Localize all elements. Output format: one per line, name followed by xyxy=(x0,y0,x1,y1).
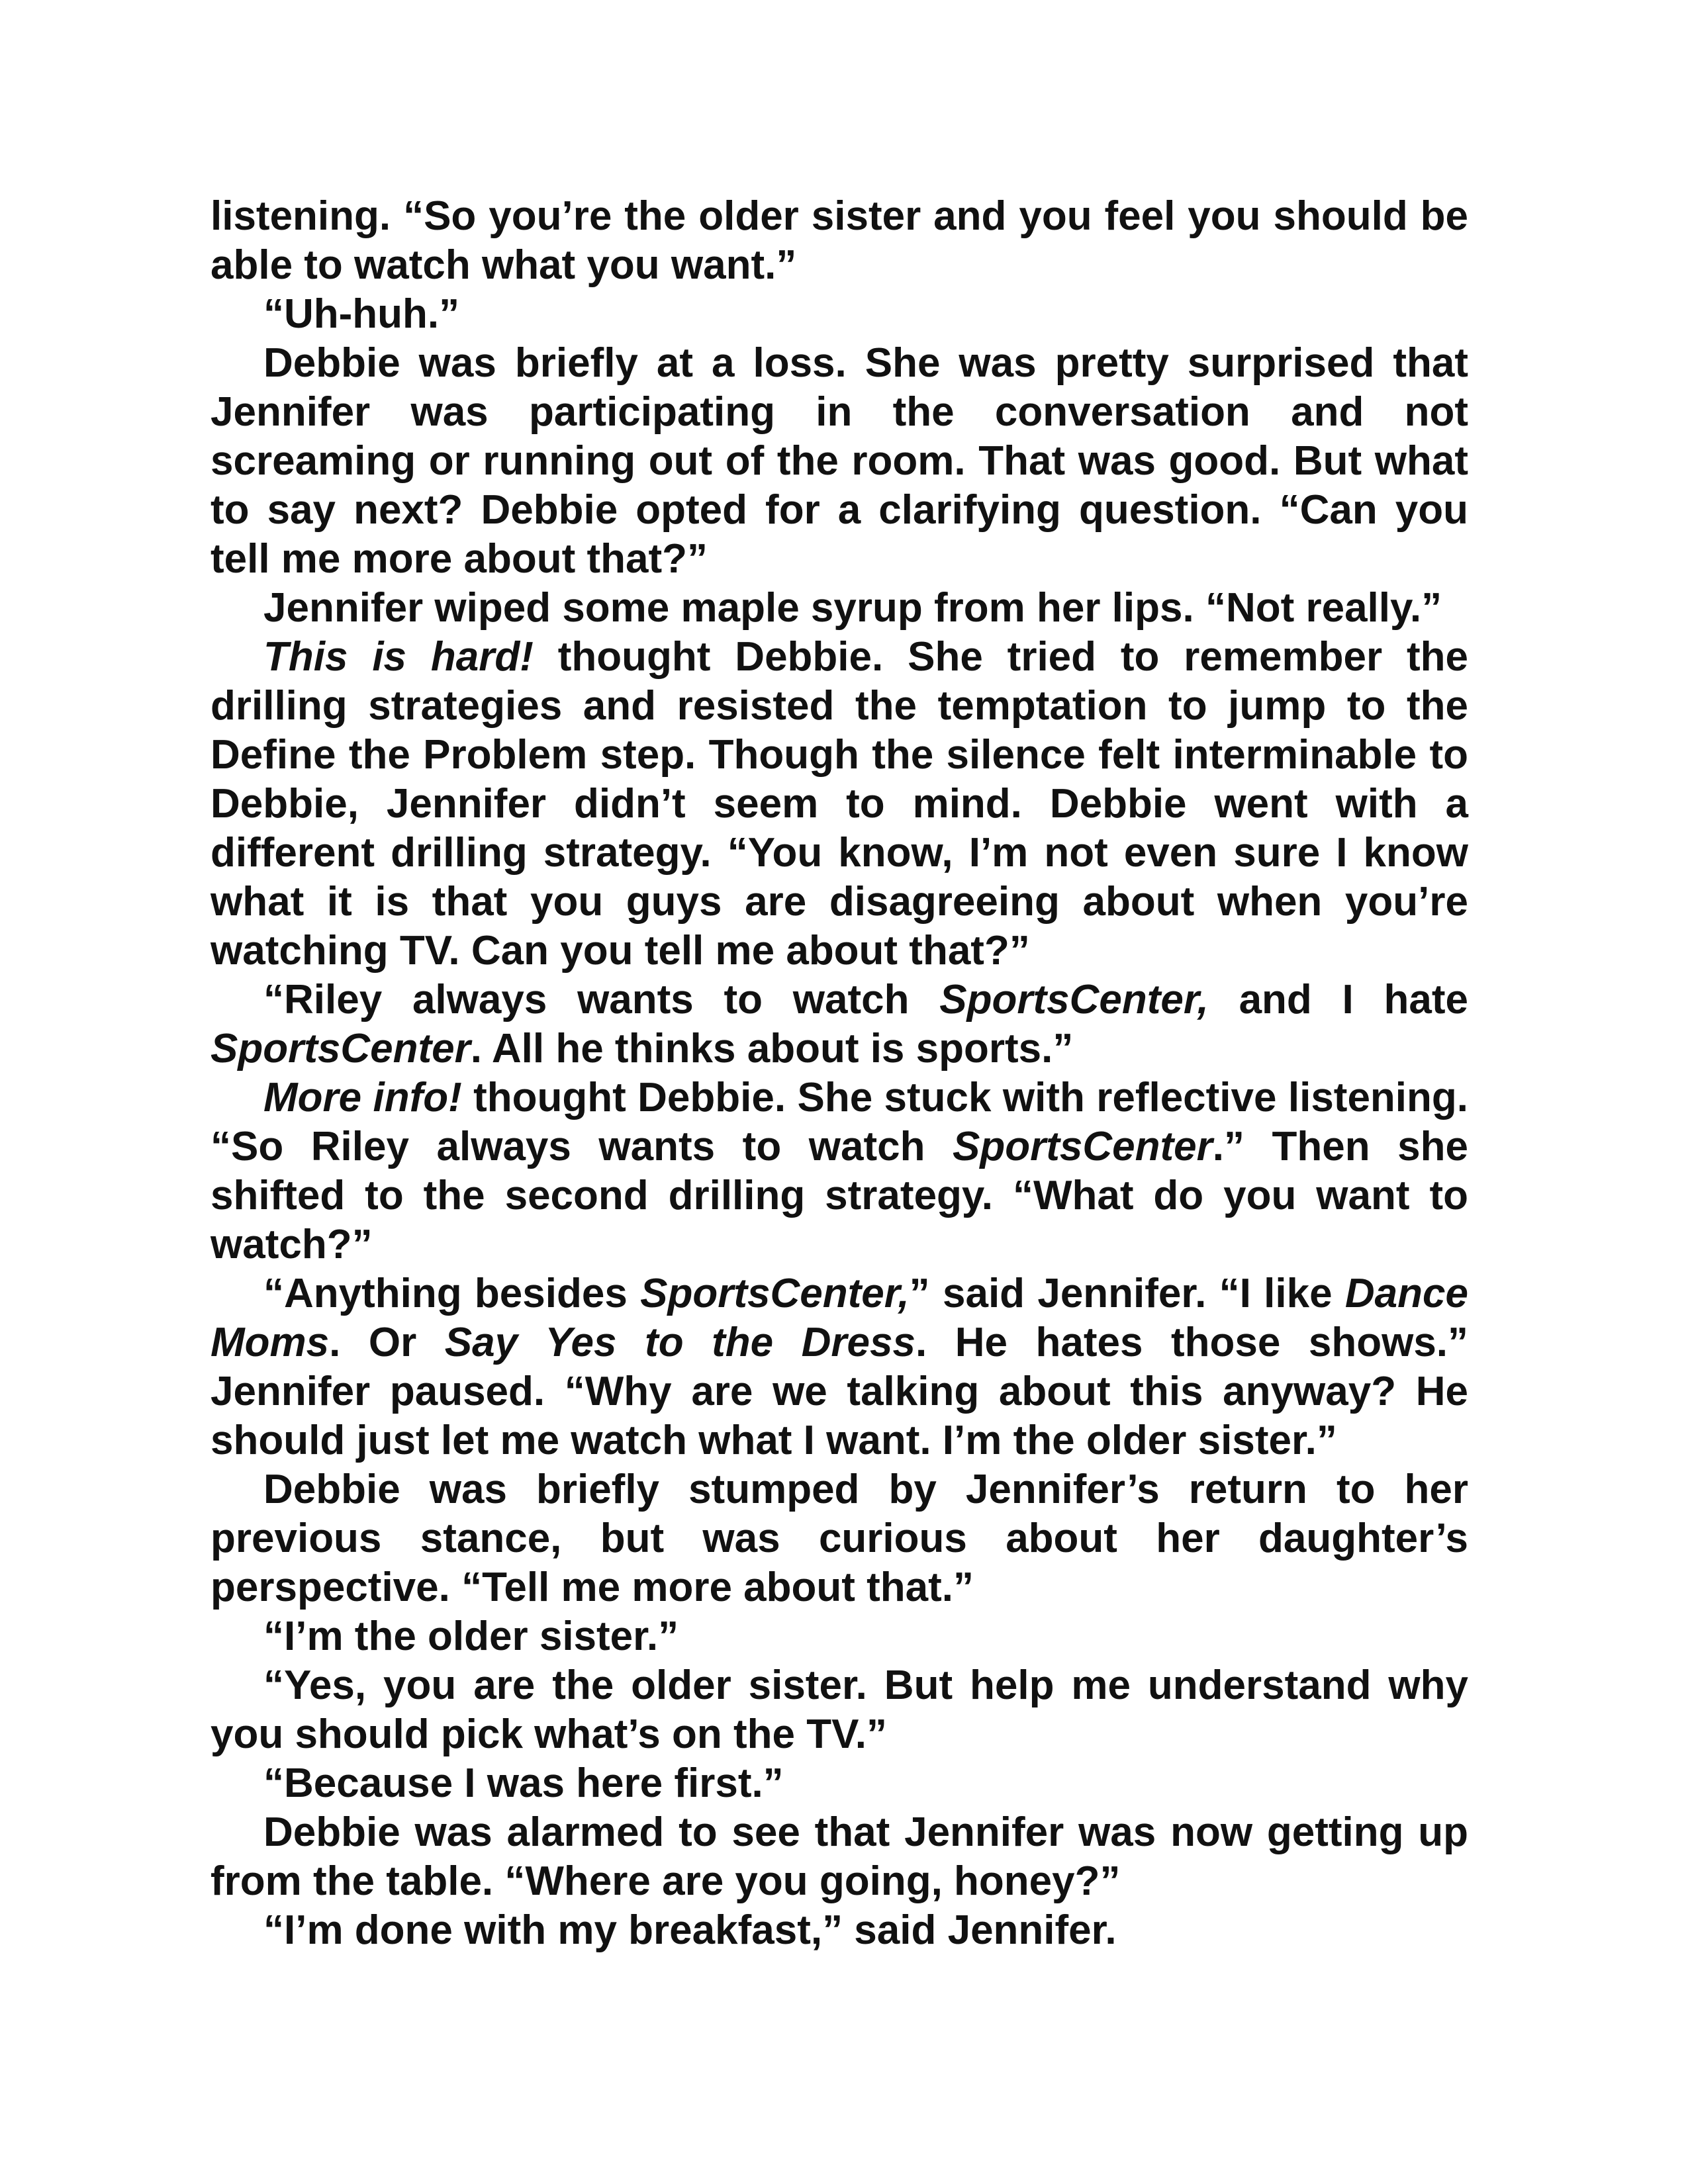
paragraph-6 xyxy=(211,976,1468,1073)
text-run: “Yes, you are the older sister. But help me understand why you should pick what’s on the TV.” xyxy=(211,1662,1468,1757)
italic-text-run: More info! xyxy=(263,1075,462,1120)
paragraph-11 xyxy=(211,1661,1468,1759)
paragraph-14 xyxy=(211,1906,1468,1955)
text-run: listening. “So you’re the older sister and you feel you should be able to watch what you want.” xyxy=(211,193,1468,288)
text-run: “Because I was here first.” xyxy=(263,1760,784,1806)
paragraph-2 xyxy=(211,290,1468,339)
italic-text-run: SportsCenter xyxy=(953,1124,1213,1169)
text-run: “Riley always wants to watch xyxy=(263,977,940,1023)
italic-text-run: Say Yes to the Dress xyxy=(444,1320,915,1365)
text-run: Debbie was briefly at a loss. She was pretty surprised that Jennifer was participating in the conversation and not screaming or running out of the room. That was good. But what to say next? Debbie opted for a clarifying question. “Can you tell me more about that?” xyxy=(211,340,1468,582)
text-run: “Uh-huh.” xyxy=(263,291,460,337)
text-run: . He hates those shows.” Jennifer paused. “Why are we talking about this anyway? He should just let me watch what I want. I’m the older sister.” xyxy=(211,1320,1469,1463)
paragraph-8 xyxy=(211,1269,1468,1465)
paragraph-5 xyxy=(211,633,1468,976)
paragraph-3 xyxy=(211,339,1468,584)
text-run: thought Debbie. She stuck with reflective listening. “So Riley always wants to watch xyxy=(211,1075,1468,1169)
paragraph-10 xyxy=(211,1612,1468,1661)
text-run: ” said Jennifer. “I like xyxy=(909,1271,1345,1316)
page-body xyxy=(211,192,1468,1955)
text-run: .” Then she shifted to the second drilling strategy. “What do you want to watch?” xyxy=(211,1124,1468,1267)
text-run: Debbie was alarmed to see that Jennifer was now getting up from the table. “Where are you going, honey?” xyxy=(211,1809,1468,1904)
text-run: and I hate xyxy=(1208,977,1468,1023)
text-run: . All he thinks about is sports.” xyxy=(470,1026,1074,1071)
text-run: “I’m done with my breakfast,” said Jennifer. xyxy=(263,1907,1117,1953)
text-run: Debbie was briefly stumped by Jennifer’s return to her previous stance, but was curious about her daughter’s perspective. “Tell me more about that.” xyxy=(211,1467,1468,1610)
italic-text-run: This is hard! xyxy=(263,634,534,680)
italic-text-run: SportsCenter, xyxy=(640,1271,910,1316)
text-run: “I’m the older sister.” xyxy=(263,1614,679,1659)
paragraph-9 xyxy=(211,1465,1468,1612)
text-run: Jennifer wiped some maple syrup from her lips. “Not really.” xyxy=(263,585,1442,631)
text-run: thought Debbie. She tried to remember the drilling strategies and resisted the temptation to jump to the Define the Problem step. Though the silence felt interminable to Debbie, Jennifer didn’t seem to mind. Debbie went with a different drilling strategy. “You know, I’m not even sure I know what it is that you guys are disagreeing about when you’re watching TV. Can you tell me about that?” xyxy=(211,634,1468,974)
italic-text-run: Dance Moms xyxy=(211,1271,1468,1365)
text-run: “Anything besides xyxy=(263,1271,641,1316)
paragraph-1 xyxy=(211,192,1468,290)
paragraph-4 xyxy=(211,584,1468,633)
italic-text-run: SportsCenter, xyxy=(939,977,1209,1023)
paragraph-7 xyxy=(211,1073,1468,1269)
text-run: . Or xyxy=(329,1320,445,1365)
paragraph-12 xyxy=(211,1759,1468,1808)
paragraph-13 xyxy=(211,1808,1468,1906)
italic-text-run: SportsCenter xyxy=(211,1026,471,1071)
